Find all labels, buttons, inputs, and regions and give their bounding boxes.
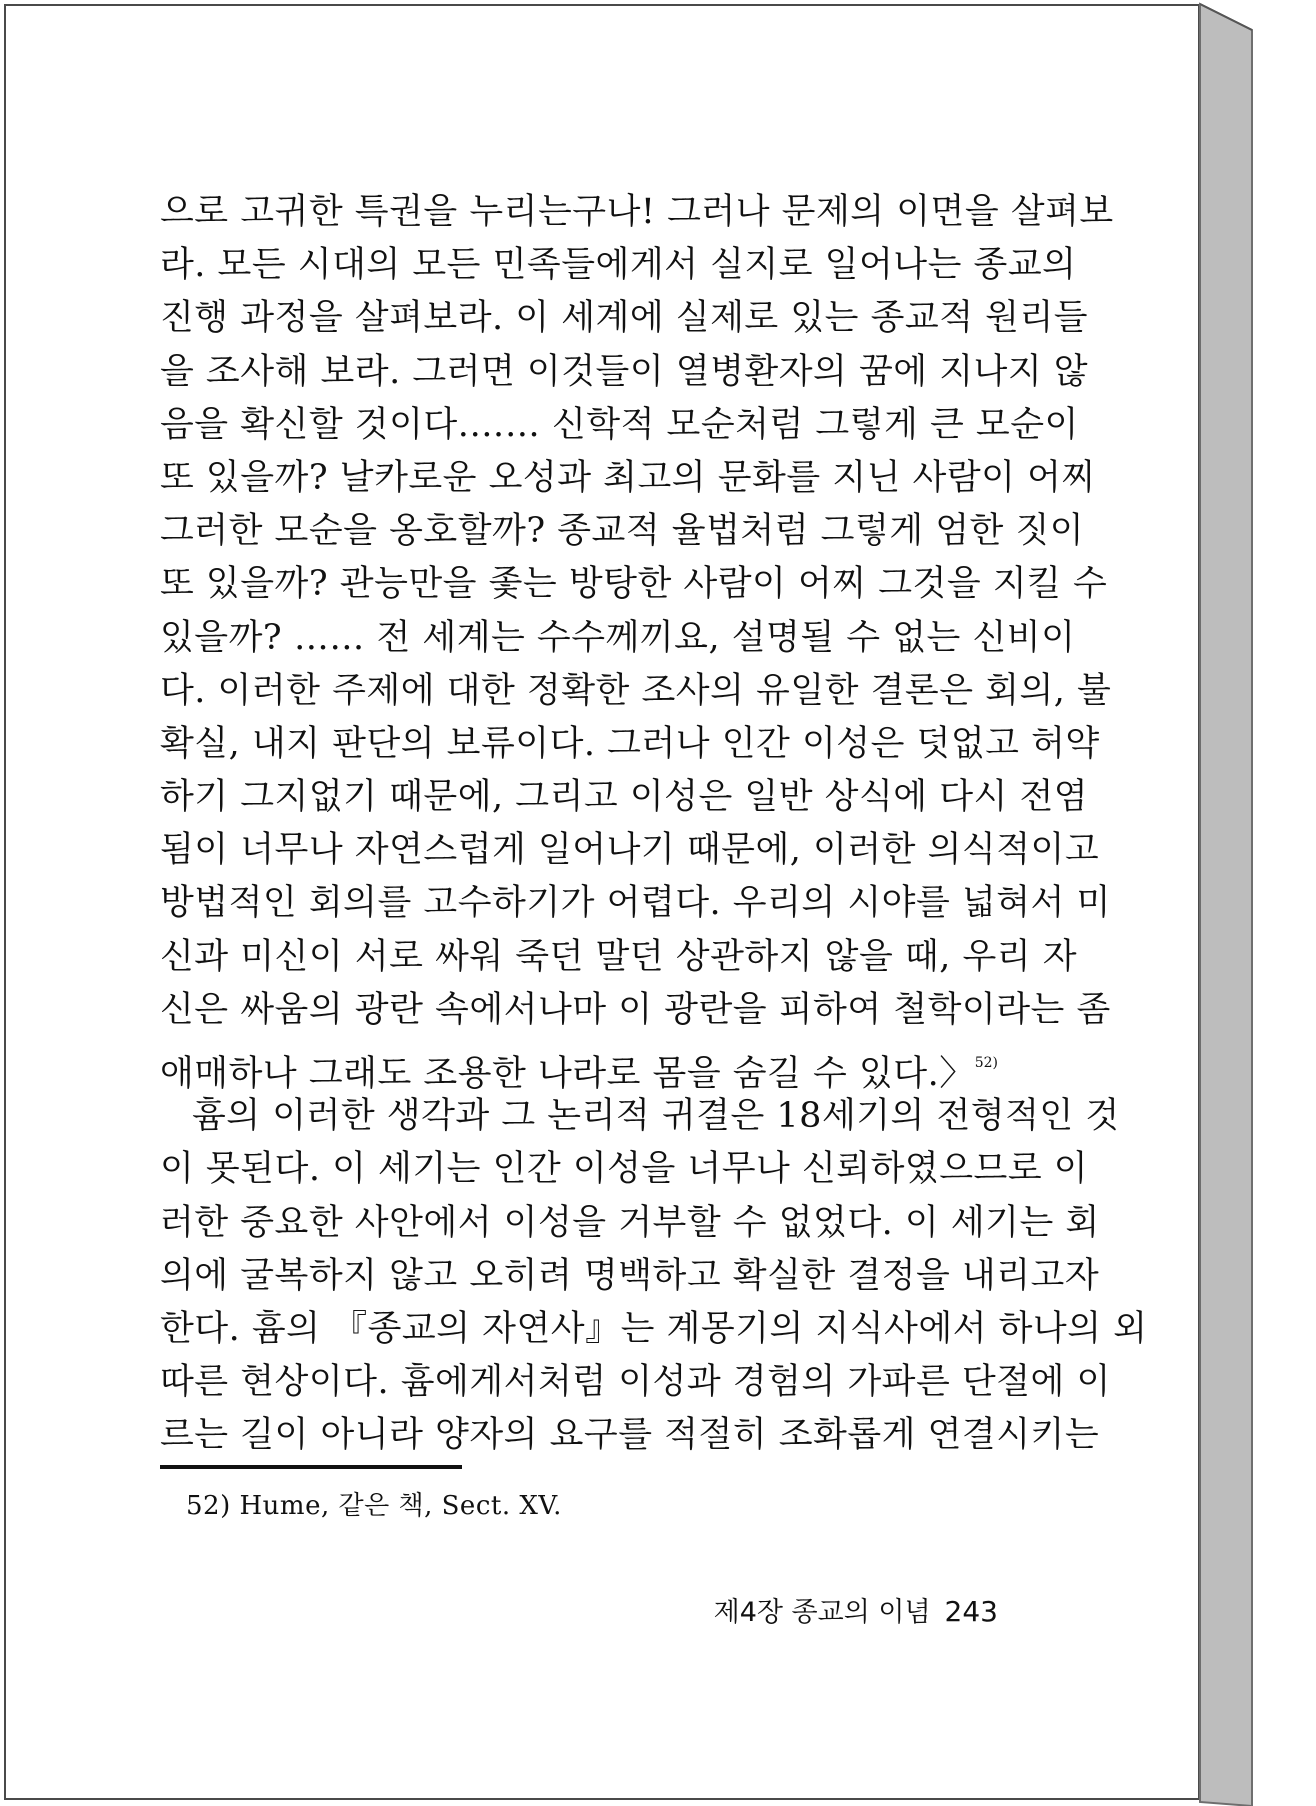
text-line: 다. 이러한 주제에 대한 정확한 조사의 유일한 결론은 회의, 불 (160, 670, 1112, 711)
text-line: 한다. 흄의 『종교의 자연사』는 계몽기의 지식사에서 하나의 외 (160, 1308, 1148, 1349)
text-line: 그러한 모순을 옹호할까? 종교적 율법처럼 그렇게 엄한 짓이 (160, 511, 1085, 552)
text-line: 러한 중요한 사안에서 이성을 거부할 수 없었다. 이 세기는 회 (160, 1202, 1100, 1243)
text-line: 신과 미신이 서로 싸워 죽던 말던 상관하지 않을 때, 우리 자 (160, 936, 1078, 977)
text-line: 애매하나 그래도 조용한 나라로 몸을 숨길 수 있다.〉 (160, 1054, 975, 1094)
text-line: 됨이 너무나 자연스럽게 일어나기 때문에, 이러한 의식적이고 (160, 830, 1100, 871)
text-line: 하기 그지없기 때문에, 그리고 이성은 일반 상식에 다시 전염 (160, 777, 1089, 818)
text-line-with-footnote (160, 1037, 1020, 1094)
text-line: 진행 과정을 살펴보라. 이 세계에 실제로 있는 종교적 원리들 (160, 298, 1089, 339)
text-line: 의에 굴복하지 않고 오히려 명백하고 확실한 결정을 내리고자 (160, 1255, 1100, 1296)
text-line: 르는 길이 아니라 양자의 요구를 적절히 조화롭게 연결시키는 (160, 1415, 1100, 1456)
text-line: 있을까? …… 전 세계는 수수께끼요, 설명될 수 없는 신비이 (160, 617, 1076, 658)
footnote-reference: 52) (974, 1055, 998, 1071)
text-line: 음을 확신할 것이다.…… 신학적 모순처럼 그렇게 큰 모순이 (160, 404, 1079, 445)
text-line: 으로 고귀한 특권을 누리는구나! 그러나 문제의 이면을 살펴보 (160, 192, 1114, 232)
text-line: 확실, 내지 판단의 보류이다. 그러나 인간 이성은 덧없고 허약 (160, 723, 1100, 764)
chapter-title: 제4장 종교의 이념 (713, 1597, 931, 1628)
footnote: 52) Hume, 같은 책, Sect. XV. (186, 1491, 562, 1521)
text-line: 방법적인 회의를 고수하기가 어렵다. 우리의 시야를 넓혀서 미 (160, 883, 1111, 924)
text-line: 또 있을까? 관능만을 좇는 방탕한 사람이 어찌 그것을 지킬 수 (160, 564, 1108, 605)
running-footer (714, 1590, 998, 1629)
text-line-indented: 흄의 이러한 생각과 그 논리적 귀결은 18세기의 전형적인 것 (192, 1096, 1120, 1137)
main-text (160, 186, 1148, 1463)
page-number: 243 (944, 1595, 998, 1628)
text-line: 신은 싸움의 광란 속에서나마 이 광란을 피하여 철학이라는 좀 (160, 989, 1111, 1030)
text-line: 을 조사해 보라. 그러면 이것들이 열병환자의 꿈에 지나지 않 (160, 351, 1089, 392)
text-line: 또 있을까? 날카로운 오성과 최고의 문화를 지닌 사람이 어찌 (160, 457, 1096, 498)
text-line: 라. 모든 시대의 모든 민족들에게서 실지로 일어나는 종교의 (160, 245, 1077, 286)
text-line: 따른 현상이다. 흄에게서처럼 이성과 경험의 가파른 단절에 이 (160, 1362, 1111, 1403)
text-line: 이 못된다. 이 세기는 인간 이성을 너무나 신뢰하였으므로 이 (160, 1149, 1089, 1190)
footnote-divider (160, 1465, 462, 1469)
